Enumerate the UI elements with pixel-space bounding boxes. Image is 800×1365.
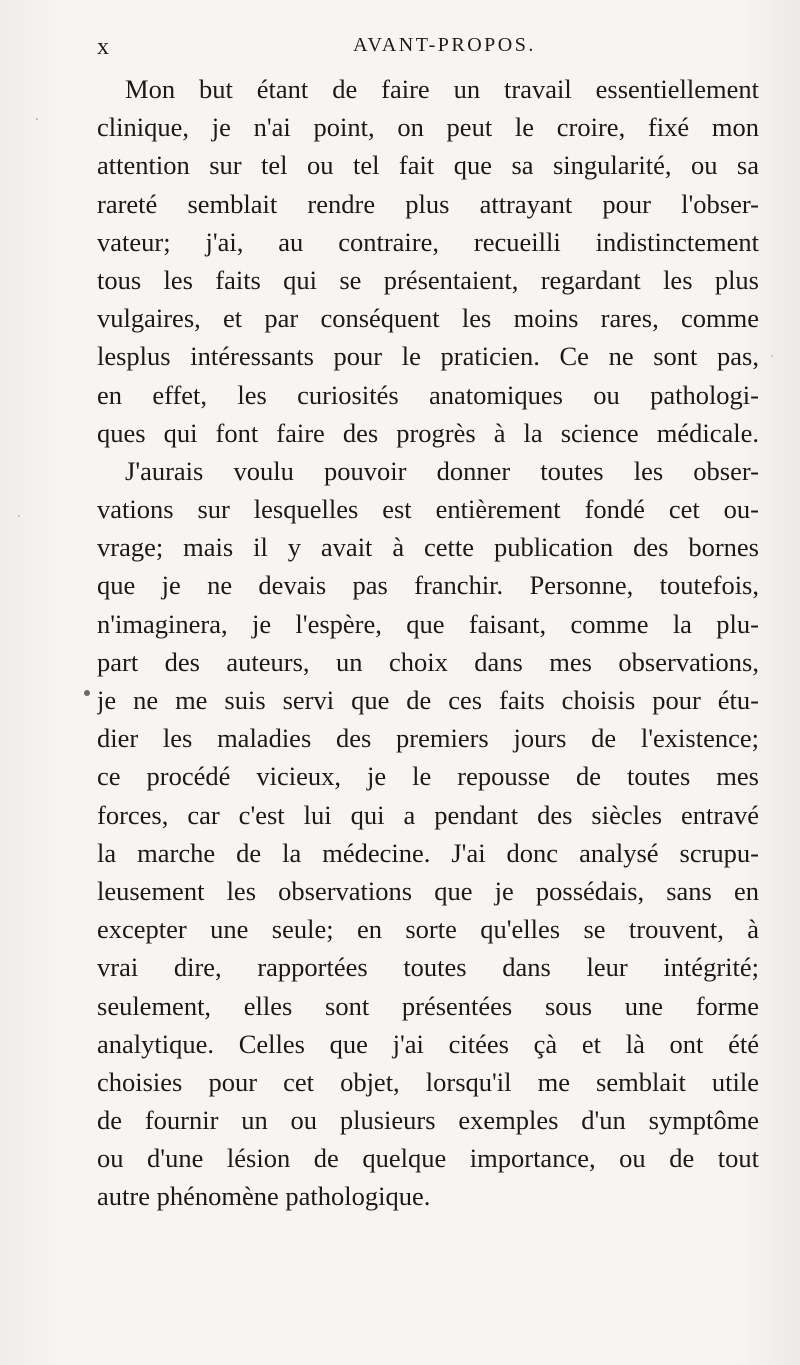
text-line: part des auteurs, un choix dans mes observations, (97, 646, 759, 677)
text-line: dier les maladies des premiers jours de l'existence; (97, 723, 759, 754)
text-line: rareté semblait rendre plus attrayant pour l'obser- (97, 188, 759, 219)
text-line: tous les faits qui se présentaient, regardant les plus (97, 264, 759, 295)
page-header (97, 30, 757, 64)
text-line: de fournir un ou plusieurs exemples d'un symptôme (97, 1105, 759, 1136)
text-line: analytique. Celles que j'ai citées çà et là ont été (97, 1028, 759, 1059)
text-line: ques qui font faire des progrès à la science médicale. (97, 417, 759, 448)
text-line: forces, car c'est lui qui a pendant des siècles entravé (97, 799, 759, 830)
text-line: autre phénomène pathologique. (97, 1181, 431, 1212)
text-line: je ne me suis servi que de ces faits choisis pour étu- (97, 685, 759, 715)
print-speck (36, 118, 38, 120)
print-speck (84, 690, 90, 696)
text-line: vateur; j'ai, au contraire, recueilli indistinctement (97, 226, 759, 257)
print-speck (18, 515, 20, 517)
text-line: lesplus intéressants pour le praticien. Ce ne sont pas, (97, 341, 759, 372)
text-line: n'imaginera, je l'espère, que faisant, comme la plu- (97, 608, 759, 639)
text-line: vations sur lesquelles est entièrement fondé cet ou- (97, 494, 759, 525)
print-speck (771, 355, 773, 357)
text-line: ou d'une lésion de quelque importance, ou de tout (97, 1143, 759, 1174)
text-line: vrai dire, rapportées toutes dans leur intégrité; (97, 952, 759, 983)
text-line: leusement les observations que je possédais, sans en (97, 875, 759, 906)
text-line: en effet, les curiosités anatomiques ou pathologi- (97, 379, 759, 410)
text-line: choisies pour cet objet, lorsqu'il me semblait utile (97, 1066, 759, 1097)
text-line: vrage; mais il y avait à cette publication des bornes (97, 532, 759, 563)
body-text (97, 70, 759, 1216)
text-line: seulement, elles sont présentées sous une forme (97, 990, 759, 1021)
text-line: clinique, je n'ai point, on peut le croire, fixé mon (97, 112, 759, 143)
page-number: x (97, 34, 110, 60)
text-line: Mon but étant de faire un travail essentiellement (125, 74, 759, 104)
text-line: la marche de la médecine. J'ai donc analysé scrupu- (97, 837, 759, 868)
text-line: excepter une seule; en sorte qu'elles se trouvent, à (97, 914, 759, 945)
text-line: ce procédé vicieux, je le repousse de toutes mes (97, 761, 759, 792)
text-line: J'aurais voulu pouvoir donner toutes les obser- (125, 455, 759, 486)
text-line: que je ne devais pas franchir. Personne, toutefois, (97, 570, 759, 601)
text-line: attention sur tel ou tel fait que sa singularité, ou sa (97, 150, 759, 181)
text-line: vulgaires, et par conséquent les moins rares, comme (97, 303, 759, 334)
running-title: AVANT-PROPOS. (353, 34, 536, 56)
